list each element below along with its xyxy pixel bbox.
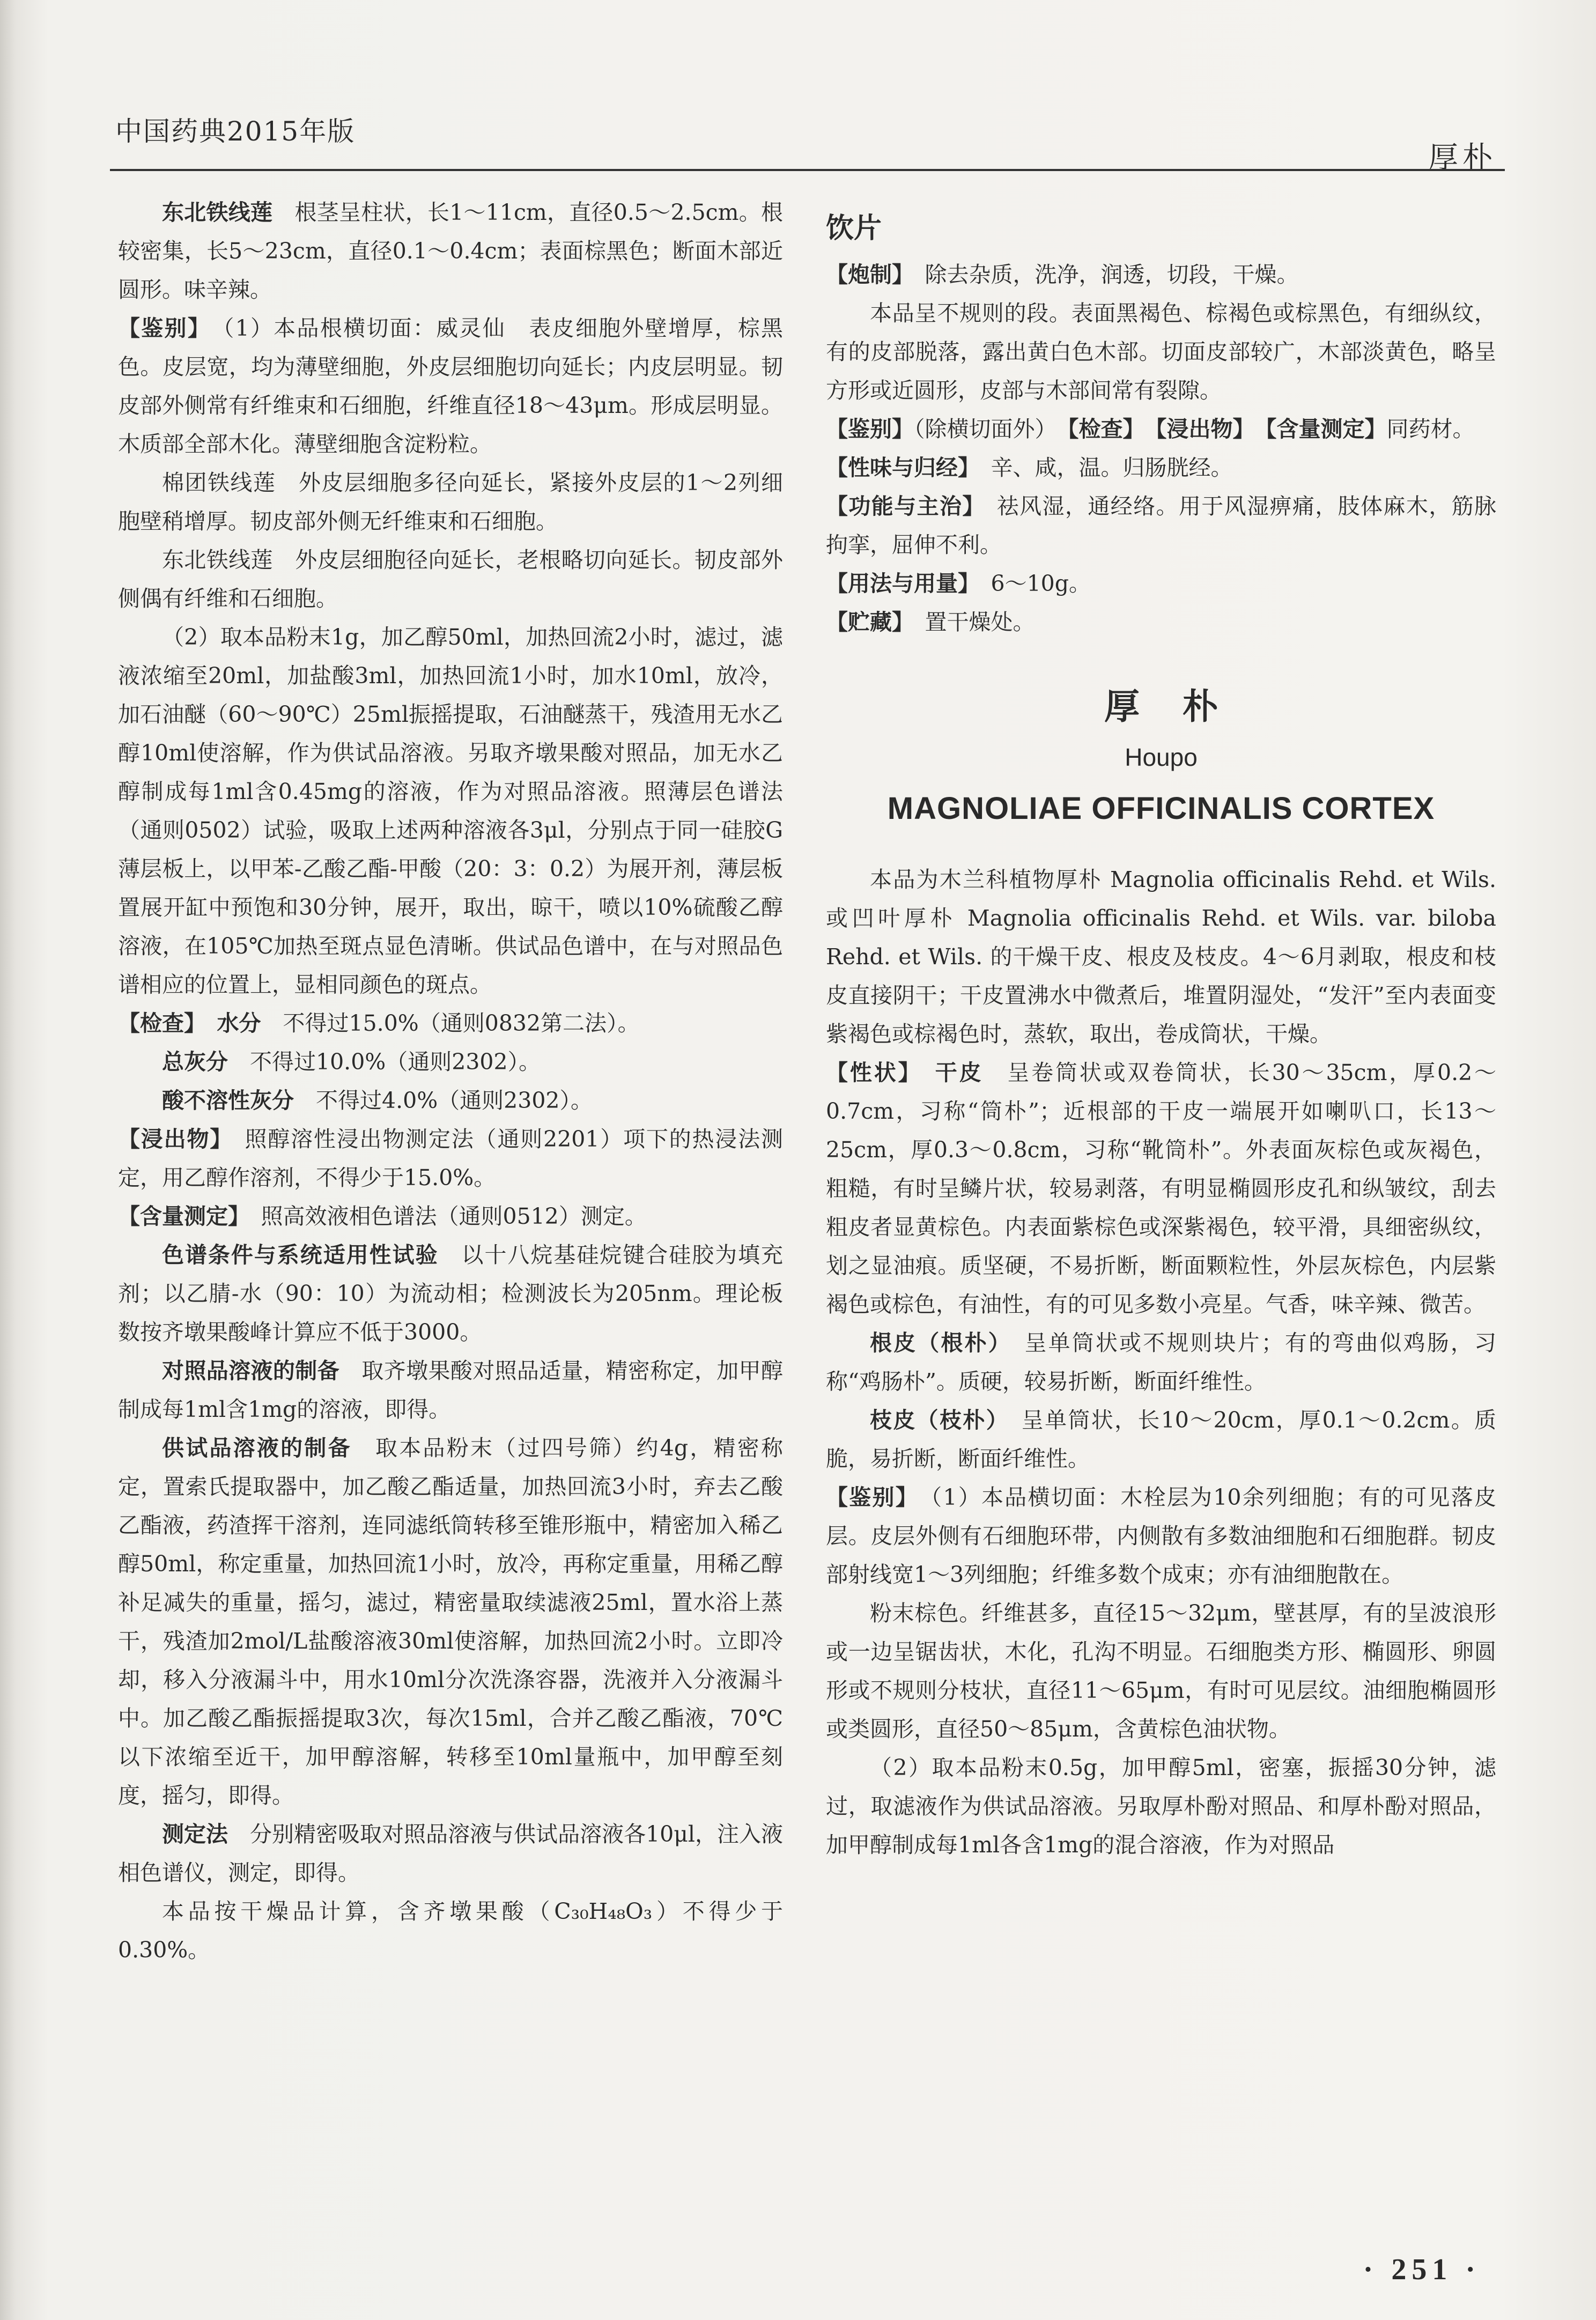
monograph-latin-name: MAGNOLIAE OFFICINALIS CORTEX [887, 791, 1435, 826]
sub-heading: 总灰分 [162, 1049, 228, 1075]
paragraph [826, 1478, 1496, 1594]
section-label: 【鉴别】 [826, 416, 914, 442]
sub-heading: 供试品溶液的制备 [162, 1435, 352, 1461]
sub-heading: 根皮（根朴） [870, 1330, 1001, 1356]
paragraph [826, 1401, 1496, 1478]
section-label: 【用法与用量】 [826, 571, 969, 596]
running-header-entry: 厚朴 [1428, 141, 1497, 175]
section-label: 【炮制】 [826, 262, 903, 287]
sub-heading: 对照品溶液的制备 [162, 1358, 339, 1384]
paragraph-heading: 东北铁线莲 [162, 200, 273, 225]
paragraph [118, 1351, 783, 1429]
paragraph [826, 448, 1496, 487]
section-label: 【浸出物】 [1156, 416, 1244, 442]
paragraph [826, 564, 1496, 603]
paragraph [826, 603, 1496, 641]
paragraph-text: 照醇溶性浸出物测定法（通则2201）项下的热浸法测定，用乙醇作溶剂，不得少于15.0%。 [118, 1126, 784, 1191]
left-column [118, 193, 783, 1969]
paragraph-text: 根茎呈柱状，长1～11cm，直径0.5～2.5cm。根较密集，长5～23cm，直径0.1～0.4cm；表面棕黑色；断面木部近圆形。味辛辣。 [118, 200, 784, 302]
paragraph [826, 255, 1496, 294]
paragraph-text: 不得过15.0%（通则0832第二法）。 [283, 1010, 640, 1036]
paragraph-text: （1）本品横切面：木栓层为10余列细胞；有的可见落皮层。皮层外侧有石细胞环带，内侧散有多数油细胞和石细胞群。韧皮部射线宽1～3列细胞；纤维多数个成束；亦有油细胞散在。 [826, 1484, 1496, 1587]
paragraph-text: 置干燥处。 [925, 609, 1035, 635]
section-label: 【检查】 [118, 1010, 195, 1036]
paragraph [118, 1429, 783, 1815]
paragraph [118, 1120, 783, 1197]
paragraph: 本品呈不规则的段。表面黑褐色、棕褐色或棕黑色，有细纵纹，有的皮部脱落，露出黄白色木部。切面皮部较广，木部淡黄色，略呈方形或近圆形，皮部与木部间常有裂隙。 [826, 300, 1496, 403]
monograph-title: 厚朴 [1104, 686, 1261, 727]
section-title: 饮片 [826, 212, 882, 245]
monograph-title-block [826, 688, 1496, 828]
paragraph-text: 呈卷筒状或双卷筒状，长30～35cm，厚0.2～0.7cm，习称“筒朴”；近根部的干皮一端展开如喇叭口，长13～25cm，厚0.3～0.8cm，习称“靴筒朴”。外表面灰棕色或灰褐色，粗糙，有时呈鳞片状，较易剥落，有明显椭圆形皮孔和纵皱纹，刮去粗皮者显黄棕色。内表面紫棕色或深紫褐色，较平滑，具细密纵纹，划之显油痕。质坚硬，不易折断，断面颗粒性，外层灰棕色，内层紫褐色或棕色，有油性，有的可见多数小亮星。气香，味辛辣、微苦。 [826, 1060, 1497, 1317]
paragraph [118, 309, 783, 463]
paragraph: 本品按干燥品计算，含齐墩果酸（C₃₀H₄₈O₃）不得少于0.30%。 [118, 1898, 783, 1963]
paragraph [826, 410, 1496, 448]
paragraph-text: 照高效液相色谱法（通则0512）测定。 [261, 1203, 647, 1229]
paragraph [118, 193, 783, 309]
paragraph: （2）取本品粉末1g，加乙醇50ml，加热回流2小时，滤过，滤液浓缩至20ml，加盐酸3ml，加热回流1小时，加水10ml，放冷，加石油醚（60～90℃）25ml振摇提取，石油醚蒸干，残渣用无水乙醇10ml使溶解，作为供试品溶液。另取齐墩果酸对照品，加无水乙醇制成每1ml含0.45mg的溶液，作为对照品溶液。照薄层色谱法（通则0502）试验，吸取上述两种溶液各3μl，分别点于同一硅胶G薄层板上，以甲苯-乙酸乙酯-甲酸（20：3：0.2）为展开剂，薄层板置展开缸中预饱和30分钟，展开，取出，晾干，喷以10%硫酸乙醇溶液，在105℃加热至斑点显色清晰。供试品色谱中，在与对照品色谱相应的位置上，显相同颜色的斑点。 [118, 624, 783, 998]
paragraph-text: 以十八烷基硅烷键合硅胶为填充剂；以乙腈-水（90：10）为流动相；检测波长为205nm。理论板数按齐墩果酸峰计算应不低于3000。 [118, 1242, 784, 1345]
paragraph-text: 除去杂质，洗净，润透，切段，干燥。 [925, 262, 1299, 287]
right-column [826, 193, 1496, 1864]
paragraph-text: 不得过4.0%（通则2302）。 [316, 1088, 593, 1113]
paragraph-text: 同药材。 [1386, 416, 1475, 442]
paragraph: （2）取本品粉末0.5g，加甲醇5ml，密塞，振摇30分钟，滤过，取滤液作为供试品溶液。另取厚朴酚对照品、和厚朴酚对照品，加甲醇制成每1ml各含1mg的混合溶液，作为对照品 [826, 1755, 1496, 1858]
paragraph: 粉末棕色。纤维甚多，直径15～32μm，壁甚厚，有的呈波浪形或一边呈锯齿状，木化，孔沟不明显。石细胞类方形、椭圆形、卵圆形或不规则分枝状，直径11～65μm，有时可见层纹。油细胞椭圆形或类圆形，直径50～85μm，含黄棕色油状物。 [826, 1600, 1496, 1742]
paragraph-text: 取本品粉末（过四号筛）约4g，精密称定，置索氏提取器中，加乙酸乙酯适量，加热回流3小时，弃去乙酸乙酯液，药渣挥干溶剂，连同滤纸筒转移至锥形瓶中，精密加入稀乙醇50ml，称定重量，加热回流1小时，放冷，再称定重量，用稀乙醇补足减失的重量，摇匀，滤过，精密量取续滤液25ml，置水浴上蒸干，残渣加2mol/L盐酸溶液30ml使溶解，加热回流2小时。立即冷却，移入分液漏斗中，用水10ml分次洗涤容器，洗液并入分液漏斗中。加乙酸乙酯振摇提取3次，每次15ml，合并乙酸乙酯液，70℃以下浓缩至近干，加甲醇溶解，转移至10ml量瓶中，加甲醇至刻度，摇匀，即得。 [118, 1435, 783, 1808]
paragraph [118, 1197, 783, 1236]
paragraph: 本品为木兰科植物厚朴 Magnolia officinalis Rehd. et Wils. 或凹叶厚朴 Magnolia officinalis Rehd. et Wils. var. biloba Rehd. et Wils. 的干燥干皮、根皮及枝皮。4～6月剥取，根皮和枝皮直接阴干；干皮置沸水中微煮后，堆置阴湿处，“发汗”至内表面变紫褐色或棕褐色时，蒸软，取出，卷成筒状，干燥。 [826, 867, 1496, 1047]
section-label: 【鉴别】 [118, 315, 200, 341]
paragraph [118, 1004, 783, 1043]
paragraph-text: 分别精密吸取对照品溶液与供试品溶液各10μl，注入液相色谱仪，测定，即得。 [118, 1821, 784, 1886]
paragraph-text: 不得过10.0%（通则2302）。 [250, 1049, 541, 1075]
running-header-book: 中国药典2015年版 [115, 116, 356, 147]
sub-heading: 干皮 [935, 1060, 984, 1085]
paragraph-text: 6～10g。 [991, 571, 1091, 596]
paragraph-text: （1）本品根横切面：威灵仙 表皮细胞外壁增厚，棕黑色。皮层宽，均为薄壁细胞，外皮层细胞切向延长；内皮层明显。韧皮部外侧常有纤维束和石细胞，纤维直径18～43μm。形成层明显。木质部全部木化。薄壁细胞含淀粉粒。 [118, 315, 784, 457]
paragraph [118, 1236, 783, 1351]
paragraph [826, 1053, 1496, 1324]
section-label: 【含量测定】 [118, 1203, 239, 1229]
sub-heading: 测定法 [162, 1821, 228, 1847]
paragraph [826, 1324, 1496, 1401]
paragraph-text: 祛风湿，通经络。用于风湿痹痛，肢体麻木，筋脉拘挛，屈伸不利。 [826, 493, 1497, 558]
paragraph-text: 呈单筒状，长10～20cm，厚0.1～0.2cm。质脆，易折断，断面纤维性。 [826, 1407, 1497, 1472]
page-number: · 251 · [1363, 2253, 1481, 2286]
section-label: 【功能与主治】 [826, 493, 974, 519]
section-label: 【浸出物】 [118, 1126, 222, 1152]
paragraph [118, 1043, 783, 1081]
sub-heading: 枝皮（枝朴） [870, 1407, 999, 1433]
sub-heading: 酸不溶性灰分 [162, 1088, 294, 1113]
paragraph [826, 487, 1496, 564]
paragraph-text: 取齐墩果酸对照品适量，精密称定，加甲醇制成每1ml含1mg的溶液，即得。 [118, 1358, 784, 1422]
section-label: 【检查】 [1068, 416, 1134, 442]
section-label: 【贮藏】 [826, 609, 903, 635]
section-label: 【鉴别】 [826, 1484, 908, 1510]
section-label: 【含量测定】 [1266, 416, 1387, 442]
monograph-pinyin: Houpo [1125, 743, 1198, 771]
paragraph: 东北铁线莲 外皮层细胞径向延长，老根略切向延长。韧皮部外侧偶有纤维和石细胞。 [118, 547, 783, 611]
sub-heading: 水分 [217, 1010, 261, 1036]
paragraph: 棉团铁线莲 外皮层细胞多径向延长，紧接外皮层的1～2列细胞壁稍增厚。韧皮部外侧无纤维束和石细胞。 [118, 470, 783, 534]
paragraph-text: 辛、咸，温。归肠胱经。 [991, 455, 1233, 481]
section-label: 【性状】 [826, 1060, 911, 1085]
paragraph [118, 1081, 783, 1120]
header-rule [110, 169, 1505, 171]
paragraph-text: （除横切面外） [914, 416, 1046, 442]
paragraph-text: 呈单筒状或不规则块片；有的弯曲似鸡肠，习称“鸡肠朴”。质硬，较易折断，断面纤维性。 [826, 1330, 1497, 1394]
sub-heading: 色谱条件与系统适用性试验 [162, 1242, 439, 1268]
section-label: 【性味与归经】 [826, 455, 969, 481]
paragraph [118, 1815, 783, 1892]
